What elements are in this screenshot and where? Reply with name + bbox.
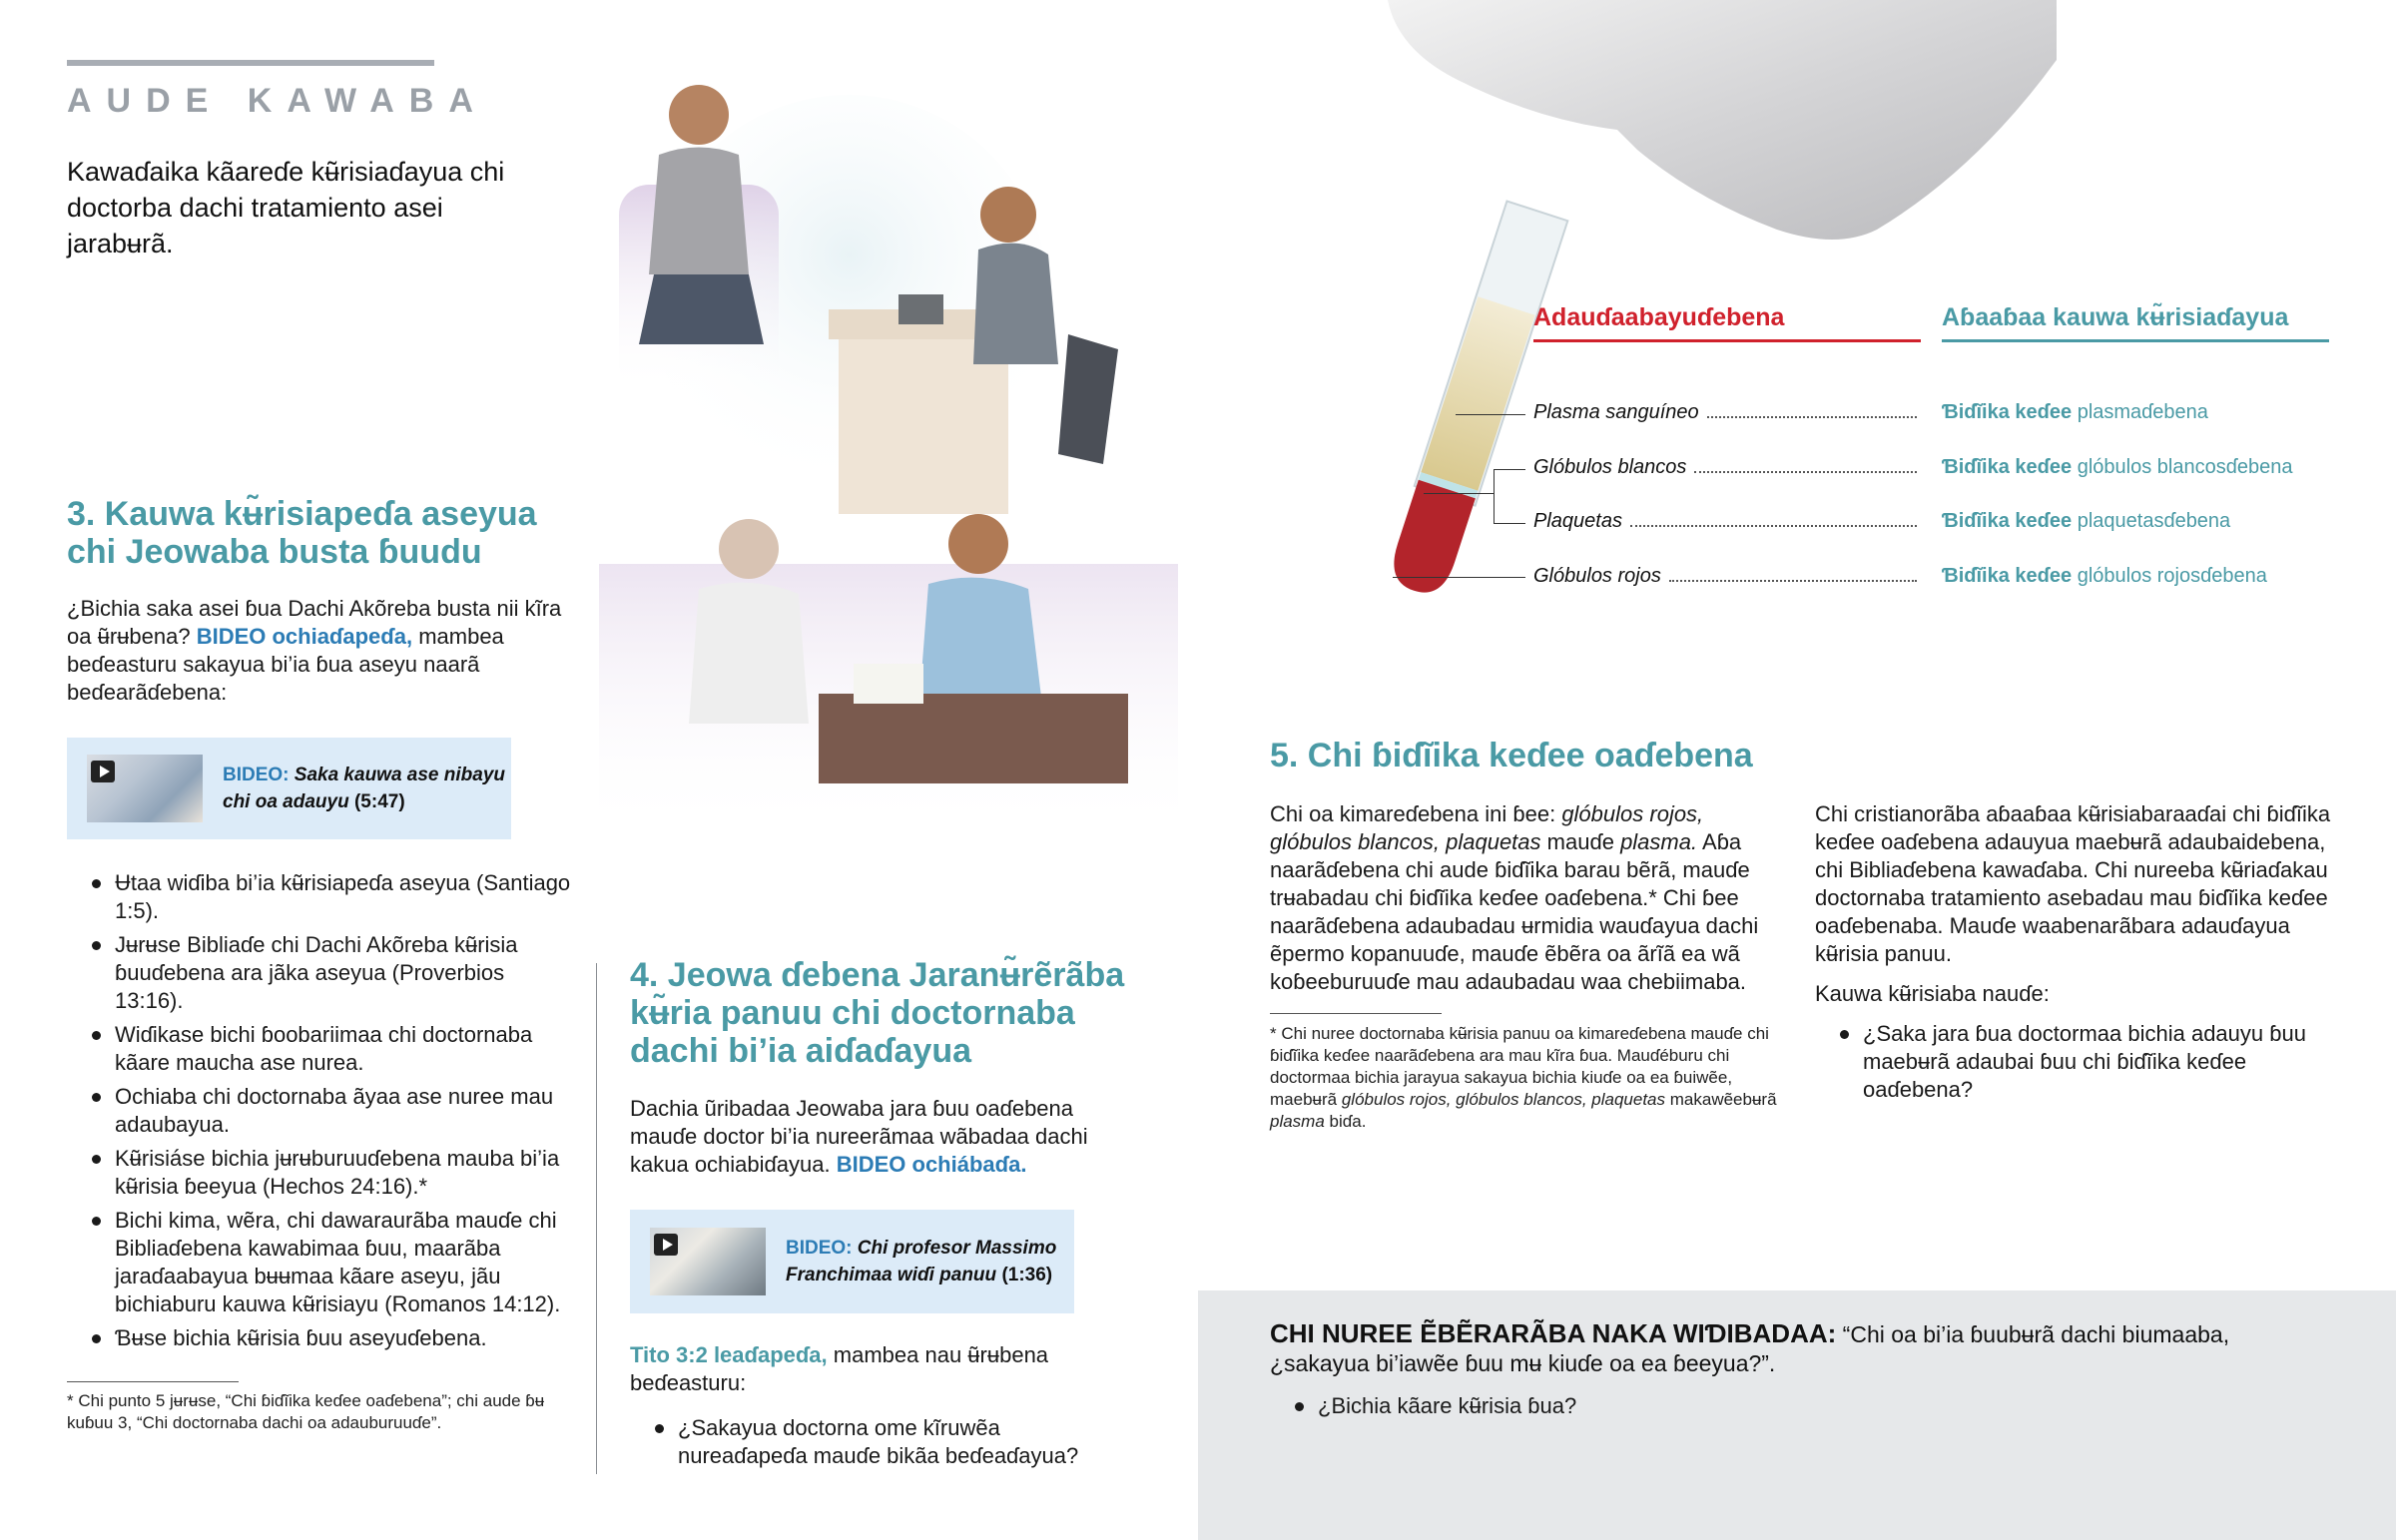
dot-leader [1694, 471, 1917, 473]
section-5-italic-text: plasma. [1620, 829, 1698, 854]
play-icon[interactable] [91, 761, 115, 782]
table-row [1533, 565, 1921, 588]
footnote-text: * Chi nuree doctornaba kʉ̃risia panuu oa kimareɗebena mauɗe chi ɓiɗĩika keɗee naarãɗebena ara mau kĩra ɓua. Mauɗéburu chi doctormaa bichia jarayua sakayua bichia kiuɗe oa ea ɓuiwẽe, maebʉrã [1270, 1024, 1769, 1109]
leader-line [1456, 414, 1525, 415]
component-name: Glóbulos blancos [1533, 456, 1687, 478]
section-3-bullet-list [67, 869, 576, 1358]
scripture-prompt [630, 1341, 1109, 1397]
section-5-text: Chi oa kimareɗebena ini ɓee: [1270, 801, 1556, 826]
footnote-italic-text: glóbulos rojos, glóbulos blancos, plaquetas [1341, 1090, 1666, 1109]
decisions-column-rule [1942, 339, 2329, 342]
component-name: Plasma sanguíneo [1533, 401, 1699, 423]
dot-leader [1707, 416, 1917, 418]
leader-line [1494, 469, 1495, 523]
video-title: Saka kauwa ase nibayu chi oa adauyu [223, 765, 506, 812]
closing-caption: CHI NUREE ẼBẼRARÃBA NAKA WIƊIBADAA: [1270, 1318, 1837, 1348]
leader-line [1494, 523, 1525, 524]
component-name: Plaquetas [1533, 510, 1622, 532]
fraction-label [1942, 510, 2230, 533]
section-5-bullet-list [1815, 1020, 2334, 1104]
play-icon[interactable] [654, 1234, 678, 1256]
section-4-bullet-list [630, 1414, 1129, 1476]
footnote-text: biɗa. [1329, 1112, 1367, 1131]
fraction-label-bold: Ɓiɗĩika keɗee [1942, 456, 2073, 478]
list-item: Wiɗikase bichi ɓoobariimaa chi doctornaba kãare maucha ase nurea. [67, 1021, 576, 1077]
footnote-italic-text: plasma [1270, 1112, 1325, 1131]
video-duration: (1:36) [1001, 1265, 1053, 1285]
list-item: Jʉrʉse Bibliaɗe chi Dachi Akõreba kʉ̃risia ɓuuɗebena ara jãka aseyua (Proverbios 13:16). [67, 931, 576, 1015]
footnote-rule [67, 1381, 239, 1382]
section-3-body [67, 595, 566, 707]
fraction-label-rest: plasmaɗebena [2077, 401, 2208, 423]
table-row [1533, 401, 1921, 424]
section-5-col2-text: Chi cristianorãba aɓaaɓaa kʉ̃risiabaraaɗai chi ɓiɗĩika keɗee oaɗebena adauyua maebʉrã adaubaidebena, chi Bibliaɗebena kawaɗaba. Chi nureeba kʉ̃riaɗakau doctornaba tratamiento asebadau mau ɓiɗĩika keɗee oaɗebenaba. Mauɗe waabenarãbara adauɗayua kʉ̃risia panuu. [1815, 801, 2331, 966]
table-row [1533, 510, 1921, 533]
scripture-prompt-rest: mambea nau ʉ̃rʉbena beɗeasturu: [630, 1342, 1049, 1395]
closing-bullet-list [1270, 1392, 2069, 1426]
fraction-label-bold: Ɓiɗĩika keɗee [1942, 565, 2073, 587]
section-5-text: Aɓa naarãɗebena chi aude ɓiɗĩika barau bẽrã, mauɗe trʉabadau chi ɓiɗĩika keɗee oaɗebena.* Chi ɓee naarãɗebena adaubadau ʉrmidia wauɗayua dachi ẽpermo kopanuuɗe, mauɗe ẽbẽra oa ãrĩã ea wã koɓeeburuuɗe mau adaubadau waa chebiimaba. [1270, 829, 1759, 994]
video-card-1-text [223, 762, 511, 815]
section-5-text: mauɗe [1546, 829, 1614, 854]
video-title: Chi profesor Massimo Franchimaa wiɗi panuu [786, 1238, 1057, 1285]
section-4-video-link[interactable]: BIDEO ochiábaɗa. [836, 1152, 1027, 1177]
section-5-column-2 [1815, 800, 2334, 1110]
section-3-video-link[interactable]: BIDEO ochiaɗapeɗa, [196, 624, 413, 649]
column-divider [596, 963, 597, 1474]
video-label: BIDEO: [786, 1238, 853, 1259]
section-3-title: 3. Kauwa kʉ̃risiapeɗa aseyua chi Jeowaba busta ɓuudu [67, 495, 537, 571]
leader-line [1393, 577, 1525, 578]
list-item: ¿Bichia kãare kʉ̃risia ɓua? [1270, 1392, 2069, 1420]
video-label: BIDEO: [223, 765, 290, 785]
leader-line [1424, 493, 1494, 494]
video-thumbnail[interactable] [87, 755, 203, 822]
footnote-text: makawẽebʉrã [1669, 1090, 1777, 1109]
footnote-rule [1270, 1013, 1442, 1014]
video-card-1[interactable] [67, 738, 511, 839]
dot-leader [1669, 580, 1917, 582]
leader-line [1494, 469, 1525, 470]
section-3-body-rest: mambea beɗeasturu sakayua bi’ia ɓua aseyu naarã beɗearãɗebena: [67, 624, 504, 705]
fraction-label-rest: glóbulos rojosɗebena [2077, 565, 2267, 587]
section-5-title: 5. Chi ɓiɗĩika keɗee oaɗebena [1270, 737, 1753, 774]
video-card-2-text [786, 1235, 1074, 1288]
section-3-body-text: ¿Bichia saka asei ɓua Dachi Akõreba busta nii kĩra oa ʉ̃rʉbena? [67, 596, 562, 649]
section-5-question-prompt: Kauwa kʉ̃risiaba nauɗe: [1815, 981, 2050, 1006]
footnote-section-3: * Chi punto 5 jʉrʉse, “Chi ɓiɗĩika keɗee oaɗebena”; chi aude ɓʉ kuɓuu 3, “Chi doctornaba dachi oa adauburuuɗe”. [67, 1391, 545, 1432]
list-item: ¿Sakayua doctorna ome kĩruwẽa nureaɗapeɗa mauɗe bikãa beɗeaɗayua? [630, 1414, 1129, 1470]
doctor-consultation-illustration [599, 85, 1178, 838]
section-kicker: AUDE KAWABA [67, 82, 488, 120]
fraction-label-rest: glóbulos blancosɗebena [2077, 456, 2293, 478]
fraction-label [1942, 401, 2208, 424]
fraction-label-bold: Ɓiɗĩika keɗee [1942, 510, 2073, 532]
section-4-body-text: Dachia ũribadaa Jeowaba jara ɓuu oaɗebena mauɗe doctor bi’ia nureerãmaa wãbadaa dachi kakua ochiabiɗayua. [630, 1096, 1088, 1177]
video-card-2[interactable] [630, 1210, 1074, 1313]
list-item: Ʉtaa wiɗiba bi’ia kʉ̃risiapeɗa aseyua (Santiago 1:5). [67, 869, 576, 925]
components-column-header: Adauɗaabayuɗebena [1533, 303, 1785, 331]
dot-leader [1630, 525, 1917, 527]
section-5-italic-text: glóbulos rojos, glóbulos blancos, plaquetas [1270, 801, 1704, 854]
fraction-label-bold: Ɓiɗĩika keɗee [1942, 401, 2073, 423]
fraction-label [1942, 565, 2267, 588]
section-5-column-1 [1270, 800, 1784, 996]
fraction-label-rest: plaquetasɗebena [2077, 510, 2231, 532]
list-item: Bichi kima, wẽra, chi dawaraurãba mauɗe chi Bibliaɗebena kawabimaa ɓuu, maarãba jaraɗaabayua bʉʉmaa kãare aseyu, jãu bichiaburu kauwa kʉ̃risiayu (Romanos 14:12). [67, 1207, 576, 1318]
video-duration: (5:47) [353, 791, 405, 812]
video-thumbnail[interactable] [650, 1228, 766, 1295]
list-item: Ɓʉse bichia kʉ̃risia ɓuu aseyuɗebena. [67, 1324, 576, 1352]
section-top-rule [67, 60, 434, 66]
closing-quote: “Chi oa bi’ia ɓuubʉrã dachi biumaaba, ¿sakayua bi’iawẽe ɓuu mʉ kiuɗe oa ea ɓeeyua?”. [1270, 1321, 2230, 1376]
intro-text: Kawaɗaika kãareɗe kʉ̃risiaɗayua chi doctorba dachi tratamiento asei jarabʉrã. [67, 157, 505, 258]
component-name: Glóbulos rojos [1533, 565, 1661, 587]
list-item: Kʉ̃risiáse bichia jʉrʉburuuɗebena mauba bi’ia kʉ̃risia ɓeeyua (Hechos 24:16).* [67, 1145, 576, 1201]
scripture-reference[interactable]: Tito 3:2 leaɗapeɗa, [630, 1342, 828, 1367]
section-4-title: 4. Jeowa ɗebena Jaranʉ̃rẽrãba kʉ̃ria panuu chi doctornaba dachi bi’ia aiɗaɗayua [630, 956, 1125, 1070]
closing-question-text [1270, 1319, 2318, 1378]
list-item: Ochiaba chi doctornaba ãyaa ase nuree mau adaubayua. [67, 1083, 576, 1139]
fraction-label [1942, 456, 2292, 479]
table-row [1533, 456, 1921, 479]
list-item: ¿Saka jara ɓua doctormaa bichia adauyu ɓuu maebʉrã adaubai ɓuu chi ɓiɗĩika keɗee oaɗebena? [1815, 1020, 2334, 1104]
footnote-section-5 [1270, 1023, 1784, 1133]
components-column-rule [1533, 339, 1921, 342]
decisions-column-header: Aɓaaɓaa kauwa kʉ̃risiaɗayua [1942, 303, 2289, 331]
section-4-body [630, 1095, 1119, 1179]
